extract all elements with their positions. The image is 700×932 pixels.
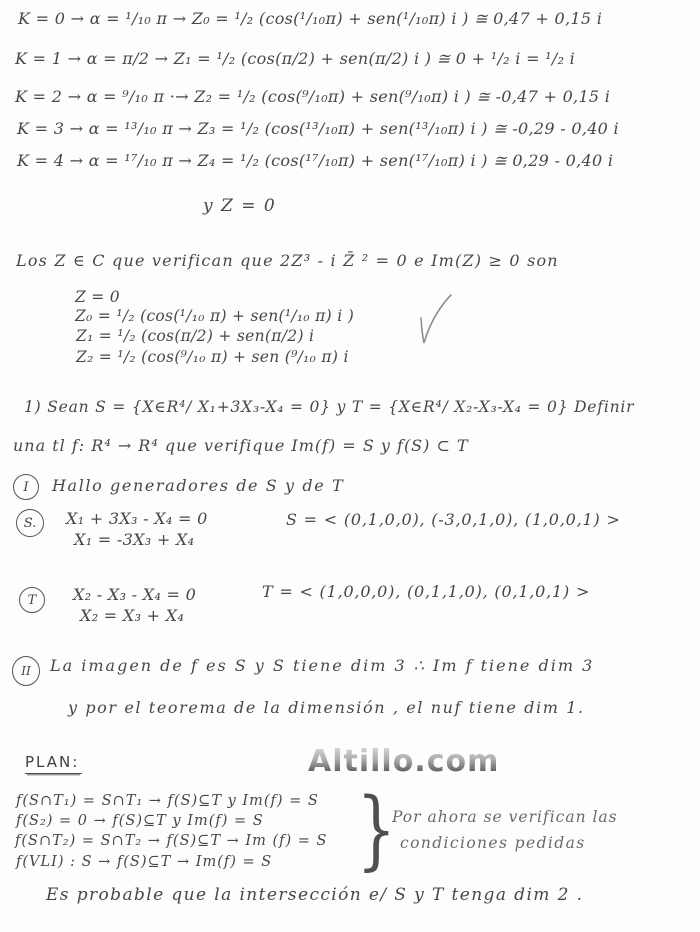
root-line-k3: K = 3 → α = ¹³/₁₀ π → Z₃ = ¹/₂ (cos(¹³/₁₀π) + sen(¹³/₁₀π) i ) ≅ -0,29 - 0,40 i <box>17 119 619 138</box>
solution-z2: Z₂ = ¹/₂ (cos(⁹/₁₀ π) + sen (⁹/₁₀ π) i <box>76 348 349 366</box>
plan-note-line1: Por ahora se verifican las <box>392 808 618 826</box>
checkmark-icon <box>412 292 458 354</box>
plan-heading: PLAN: <box>25 753 82 774</box>
exercise-statement-line1: 1) Sean S = {X∈R⁴/ X₁+3X₃-X₄ = 0} y T = {X∈R⁴/ X₂-X₃-X₄ = 0} Definir <box>24 398 635 416</box>
s-generators: S = < (0,1,0,0), (-3,0,1,0), (1,0,0,1) > <box>286 510 621 529</box>
plan-step-2: f(S₂) = 0 → f(S)⊆T y Im(f) = S <box>16 813 264 829</box>
plan-step-4: f(VLI) : S → f(S)⊆T → Im(f) = S <box>16 854 273 870</box>
root-line-k4: K = 4 → α = ¹⁷/₁₀ π → Z₄ = ¹/₂ (cos(¹⁷/₁₀π) + sen(¹⁷/₁₀π) i ) ≅ 0,29 - 0,40 i <box>17 151 614 170</box>
root-line-zero: y Z = 0 <box>203 196 277 216</box>
t-set-label: T <box>19 587 45 613</box>
exercise-statement-line2: una tl f: R⁴ → R⁴ que verifique Im(f) = S y f(S) ⊂ T <box>13 436 469 455</box>
plan-step-3: f(S∩T₂) = S∩T₂ → f(S)⊆T → Im (f) = S <box>15 833 328 849</box>
solution-z0: Z₀ = ¹/₂ (cos(¹/₁₀ π) + sen(¹/₁₀ π) i ) <box>75 307 355 325</box>
t-equation-2: X₂ = X₃ + X₄ <box>80 606 185 625</box>
s-set-label: S. <box>16 509 44 537</box>
grouping-brace: } <box>356 780 397 880</box>
verification-intro: Los Z ∈ C que verifican que 2Z³ - i Z̄ ² = 0 e Im(Z) ≥ 0 son <box>16 251 559 270</box>
plan-note-line2: condiciones pedidas <box>400 834 586 852</box>
part1-text: Hallo generadores de S y de T <box>52 476 345 495</box>
root-line-k1: K = 1 → α = π/2 → Z₁ = ¹/₂ (cos(π/2) + sen(π/2) i ) ≅ 0 + ¹/₂ i = ¹/₂ i <box>15 49 576 68</box>
t-generators: T = < (1,0,0,0), (0,1,1,0), (0,1,0,1) > <box>262 582 591 601</box>
t-equation-1: X₂ - X₃ - X₄ = 0 <box>73 585 197 604</box>
solution-z: Z = 0 <box>75 288 120 306</box>
plan-step-1: f(S∩T₁) = S∩T₁ → f(S)⊆T y Im(f) = S <box>16 793 319 809</box>
s-equation-1: X₁ + 3X₃ - X₄ = 0 <box>66 509 208 528</box>
part2-roman-label: II <box>12 656 40 686</box>
solution-z1: Z₁ = ¹/₂ (cos(π/2) + sen(π/2) i <box>76 327 315 345</box>
s-equation-2: X₁ = -3X₃ + X₄ <box>74 530 195 549</box>
part1-roman-label: I <box>13 474 39 500</box>
root-line-k0: K = 0 → α = ¹/₁₀ π → Z₀ = ¹/₂ (cos(¹/₁₀π) + sen(¹/₁₀π) i ) ≅ 0,47 + 0,15 i <box>18 9 603 28</box>
root-line-k2: K = 2 → α = ⁹/₁₀ π ·→ Z₂ = ¹/₂ (cos(⁹/₁₀π) + sen(⁹/₁₀π) i ) ≅ -0,47 + 0,15 i <box>15 87 611 106</box>
altillo-watermark: Altillo.com <box>308 744 500 779</box>
closing-remark: Es probable que la intersección e/ S y T tenga dim 2 . <box>46 885 584 905</box>
part2-line1: La imagen de f es S y S tiene dim 3 ∴ Im f tiene dim 3 <box>50 656 595 675</box>
part2-line2: y por el teorema de la dimensión , el nuf tiene dim 1. <box>68 698 585 717</box>
